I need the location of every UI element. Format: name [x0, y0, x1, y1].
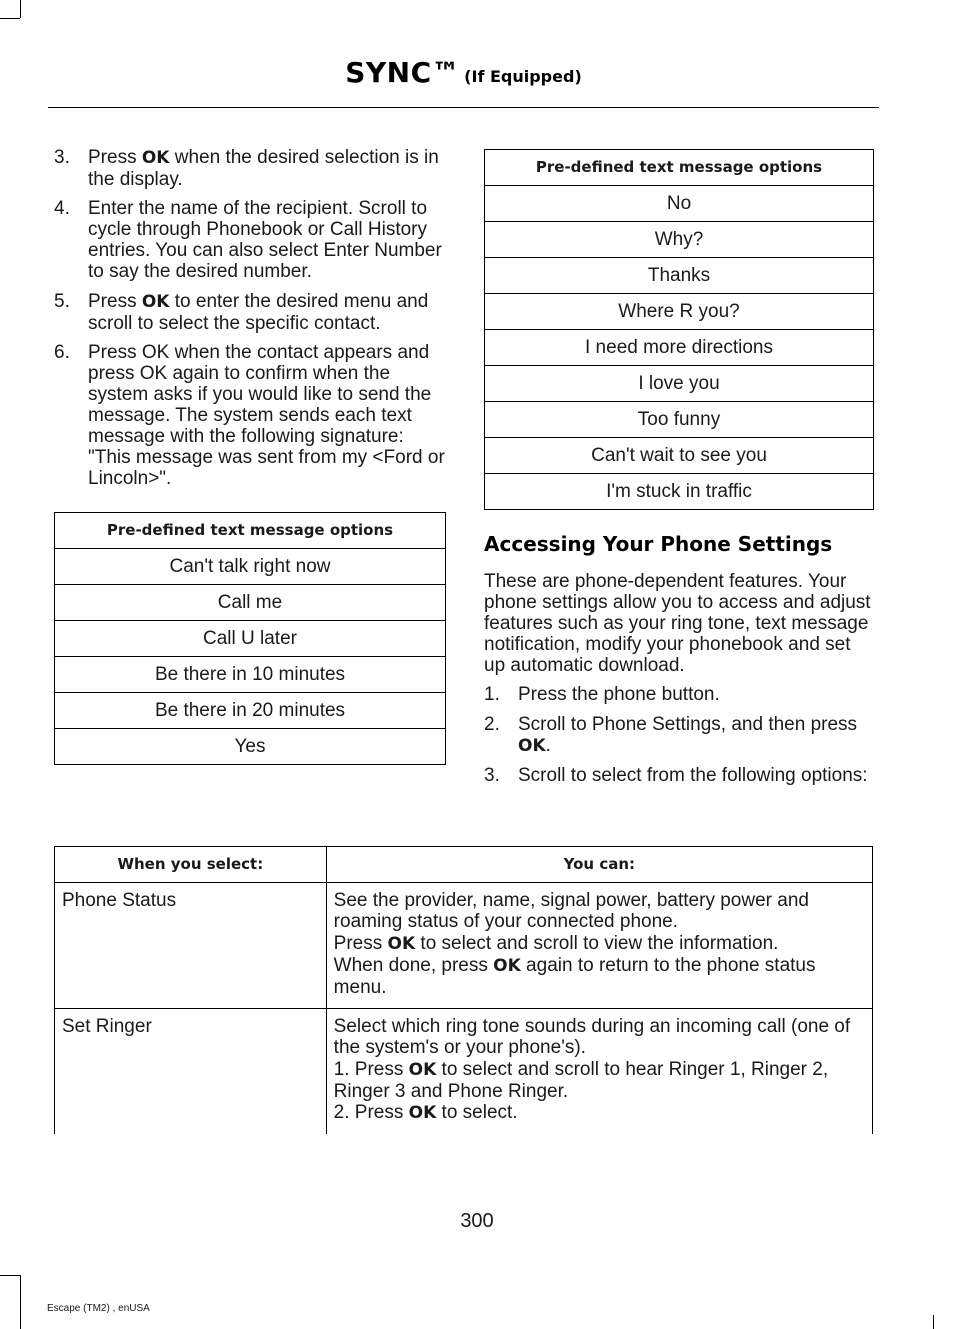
header-subtitle: (If Equipped): [464, 67, 582, 86]
crop-mark: [0, 18, 20, 19]
table-row: I love you: [485, 366, 874, 402]
section-heading: Accessing Your Phone Settings: [484, 532, 833, 556]
table-row: Be there in 10 minutes: [55, 657, 446, 693]
row-label: Set Ringer: [55, 1009, 327, 1135]
column-header-can: You can:: [326, 847, 872, 883]
list-item: 1. Press the phone button.: [484, 684, 720, 705]
left-column: [54, 147, 446, 765]
table-row: Call me: [55, 585, 446, 621]
table-row: I'm stuck in traffic: [485, 474, 874, 510]
list-item: 3. Scroll to select from the following options:: [484, 765, 868, 786]
list-item: 4. Enter the name of the recipient. Scroll to cycle through Phonebook or Call History entries. You can also select Enter Number to say the desired number.: [54, 198, 442, 282]
header-title: SYNC™: [345, 56, 461, 89]
table-row: Can't talk right now: [55, 549, 446, 585]
table-row: I need more directions: [485, 330, 874, 366]
table-header: Pre-defined text message options: [485, 150, 874, 186]
table-row: Too funny: [485, 402, 874, 438]
table-row: No: [485, 186, 874, 222]
table-row: [55, 883, 873, 1009]
page-header: [48, 56, 879, 108]
page-number: 300: [460, 1210, 494, 1232]
crop-mark: [933, 1315, 934, 1329]
right-column: [484, 149, 874, 795]
table-row: Why?: [485, 222, 874, 258]
list-item: 3. Press OK when the desired selection is in the display.: [54, 147, 439, 190]
list-item: 2. Scroll to Phone Settings, and then press OK.: [484, 714, 858, 756]
row-description: Select which ring tone sounds during an incoming call (one of the system's or your phone's). 1. Press OK to select and scroll to hear Ringer 1, Ringer 2, Ringer 3 and Phone Ringer. 2. Press OK to select.: [326, 1009, 872, 1135]
row-description: See the provider, name, signal power, battery power and roaming status of your connected phone. Press OK to select and scroll to view the information. When done, press OK again to return to the phone status menu.: [326, 883, 872, 1009]
table-row: Call U later: [55, 621, 446, 657]
table-header: Pre-defined text message options: [55, 513, 446, 549]
crop-mark: [20, 1315, 21, 1329]
table-row: Thanks: [485, 258, 874, 294]
crop-mark: [0, 1275, 20, 1276]
column-header-select: When you select:: [55, 847, 327, 883]
phone-settings-table: [54, 846, 873, 1134]
left-steps: [54, 147, 446, 490]
row-label: Phone Status: [55, 883, 327, 1009]
crop-mark: [20, 0, 21, 18]
table-row: Be there in 20 minutes: [55, 693, 446, 729]
table-row: [55, 1009, 873, 1135]
section-steps: [484, 684, 874, 787]
table-row: Can't wait to see you: [485, 438, 874, 474]
list-item: 5. Press OK to enter the desired menu and scroll to select the specific contact.: [54, 291, 429, 334]
table-row: Yes: [55, 729, 446, 765]
table-row: Where R you?: [485, 294, 874, 330]
footer-text: Escape (TM2) , enUSA: [47, 1303, 150, 1314]
predefined-messages-table-2: [484, 149, 874, 510]
predefined-messages-table-1: [54, 512, 446, 765]
list-item: 6. Press OK when the contact appears and press OK again to confirm when the system asks if you would like to send the message. The system sends each text message with the following signature: "This message was sent from my <Ford or Lincoln>".: [54, 342, 445, 489]
section-intro: These are phone-dependent features. Your phone settings allow you to access and adjust features such as your ring tone, text message notification, modify your phonebook and set up automatic download.: [484, 571, 871, 676]
